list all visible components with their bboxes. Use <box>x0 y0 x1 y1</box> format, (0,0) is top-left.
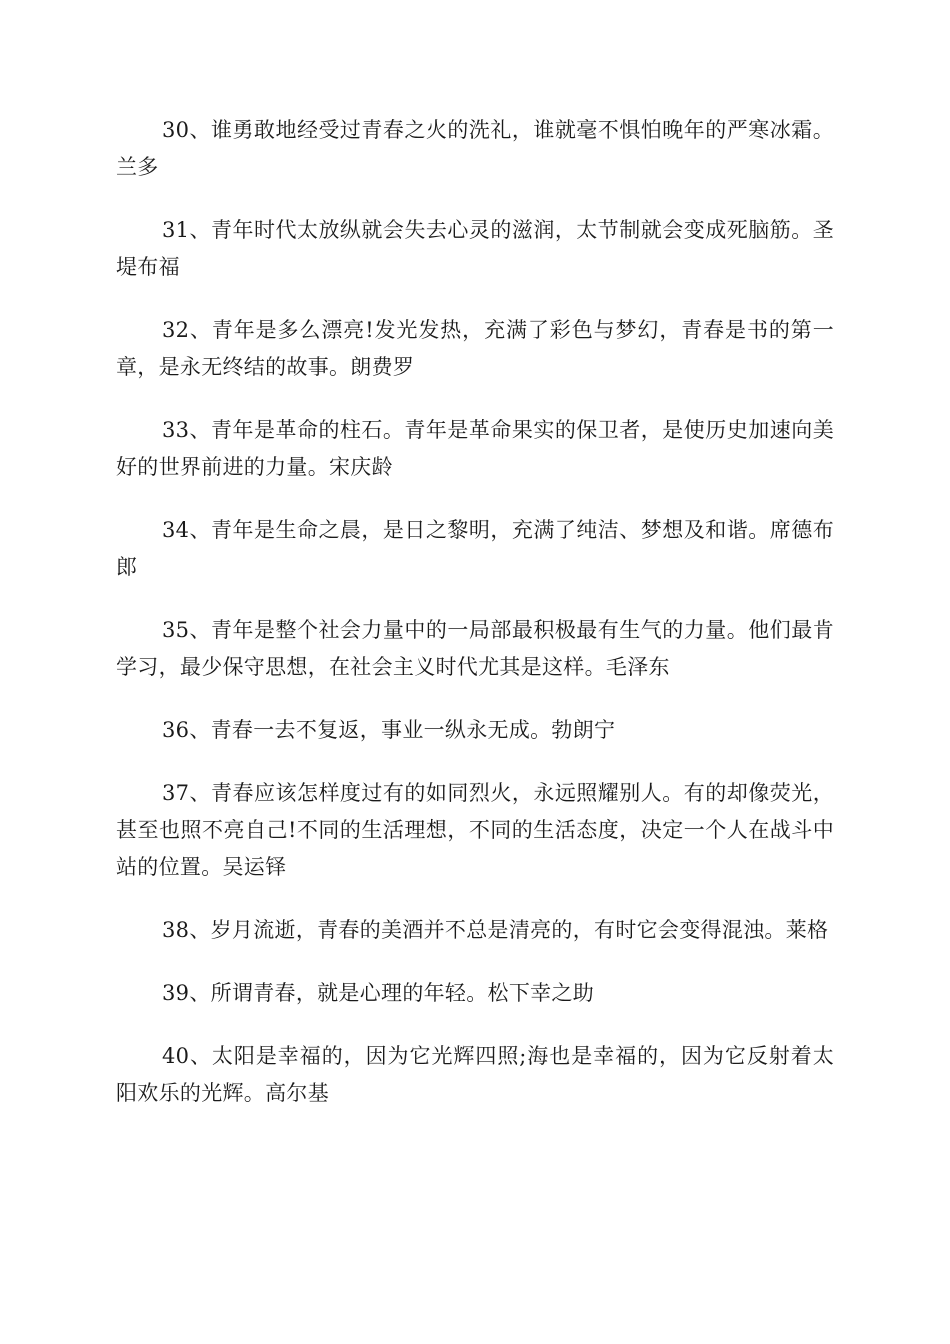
quote-paragraph-37: 37、青春应该怎样度过有的如同烈火，永远照耀别人。有的却像荧光，甚至也照不亮自己!不同的生活理想，不同的生活态度，决定一个人在战斗中站的位置。吴运铎 <box>116 781 834 879</box>
quote-paragraph-39: 39、所谓青春，就是心理的年轻。松下幸之助 <box>162 981 595 1005</box>
quote-paragraph-33: 33、青年是革命的柱石。青年是革命果实的保卫者，是使历史加速向美好的世界前进的力量。宋庆龄 <box>116 418 834 479</box>
quote-paragraph-34: 34、青年是生命之晨，是日之黎明，充满了纯洁、梦想及和谐。席德布郎 <box>116 518 834 579</box>
quote-paragraph-30: 30、谁勇敢地经受过青春之火的洗礼，谁就毫不惧怕晚年的严寒冰霜。兰多 <box>116 118 834 179</box>
quote-paragraph-35: 35、青年是整个社会力量中的一局部最积极最有生气的力量。他们最肯学习，最少保守思想，在社会主义时代尤其是这样。毛泽东 <box>116 618 834 679</box>
quote-paragraph-32: 32、青年是多么漂亮!发光发热，充满了彩色与梦幻，青春是书的第一章，是永无终结的故事。朗费罗 <box>116 318 834 379</box>
quote-paragraph-38: 38、岁月流逝，青春的美酒并不总是清亮的，有时它会变得混浊。莱格 <box>162 918 829 942</box>
quote-paragraph-31: 31、青年时代太放纵就会失去心灵的滋润，太节制就会变成死脑筋。圣堤布福 <box>116 218 834 279</box>
quote-paragraph-40: 40、太阳是幸福的，因为它光辉四照;海也是幸福的，因为它反射着太阳欢乐的光辉。高尔基 <box>116 1044 834 1105</box>
document-body <box>116 112 834 1138</box>
quote-paragraph-36: 36、青春一去不复返，事业一纵永无成。勃朗宁 <box>162 718 616 742</box>
